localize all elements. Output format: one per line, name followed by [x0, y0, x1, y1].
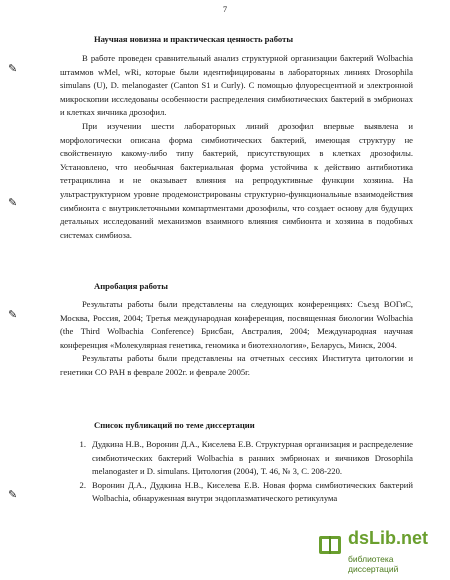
novelty-heading: Научная новизна и практическая ценность работы	[94, 34, 294, 44]
watermark-subtitle: библиотека диссертаций	[348, 554, 399, 574]
publications-heading: Список публикаций по теме диссертации	[94, 420, 255, 430]
publications-list	[60, 438, 413, 506]
margin-pen-icon: ✎	[8, 197, 18, 209]
approbation-paragraph-2: Результаты работы были представлены на отчетных сессиях Института цитологии и генетики СО РАН в феврале 2002г. и феврале 2005г.	[60, 353, 413, 377]
publication-item	[60, 479, 413, 506]
publication-number: 1.	[79, 439, 86, 449]
publication-text: Дудкина Н.В., Воронин Д.А., Киселева Е.В. Структурная организация и распределение симбиотических бактерий Wolbachia в ранних эмбрионах и яичников Drosophila melanogaster и D. simulans. Цитология (2004), Т. 46, № 3, С. 208-220.	[92, 439, 413, 477]
watermark-site: dsLib.net	[348, 528, 428, 548]
page-number: 7	[222, 4, 228, 14]
approbation-heading: Апробация работы	[94, 281, 168, 291]
margin-pen-icon: ✎	[8, 489, 18, 501]
approbation-paragraph-1: Результаты работы были представлены на следующих конференциях: Съезд ВОГиС, Москва, Россия, 2004; Третья международная конференция, посвященная биологии Wolbachia (the Third Wolbachia Conference) Брисбан, Австралия, 2004; Международная научная конференция «Молекулярная генетика, геномика и биотехнология», Беларусь, Минск, 2004.	[60, 299, 413, 350]
novelty-body	[60, 52, 413, 242]
watermark	[310, 526, 440, 572]
publication-text: Воронин Д.А., Дудкина Н.В., Киселева Е.В. Новая форма симбиотических бактерий Wolbachia, обнаруженная внутри эндоплазматического ретикулума	[92, 479, 413, 504]
dslib-logo-icon	[316, 530, 344, 558]
margin-pen-icon: ✎	[8, 309, 18, 321]
publication-number: 2.	[79, 479, 86, 490]
novelty-paragraph-2: При изучении шести лабораторных линий дрозофил впервые выявлена и морфологически описана форма симбиотических бактерий, имеющая структуру не свойственную какому-либо типу бактерий, присутствующих в клетках дрозофилы. Установлено, что необычная бактериальная форма устойчива к действию антибиотика тетрациклина и не оказывает влияния на репродуктивные функции хозяина. На ультраструктурном уровне продемонстрированы структурно-функциональные взаимодействия симбионта с внутриклеточными компартментами дрозофилы, что создает основу для будущих детальных исследований механизмов взаимного влияния симбионта и хозяина в подобных системах симбиоза.	[60, 120, 413, 240]
publication-item	[60, 438, 413, 479]
approbation-body	[60, 298, 413, 380]
margin-pen-icon: ✎	[8, 63, 18, 75]
novelty-paragraph-1: В работе проведен сравнительный анализ структурной организации бактерий Wolbachia штаммов wMel, wRi, которые были идентифицированы в лабораторных линиях Drosophila simulans (U), D. melanogaster (Canton S1 и Curly). С помощью флуоресцентной и электронной микроскопии исследованы особенности распределения симбиотических бактерий в эмбрионах и клетках яичника дрозофил.	[60, 53, 413, 118]
